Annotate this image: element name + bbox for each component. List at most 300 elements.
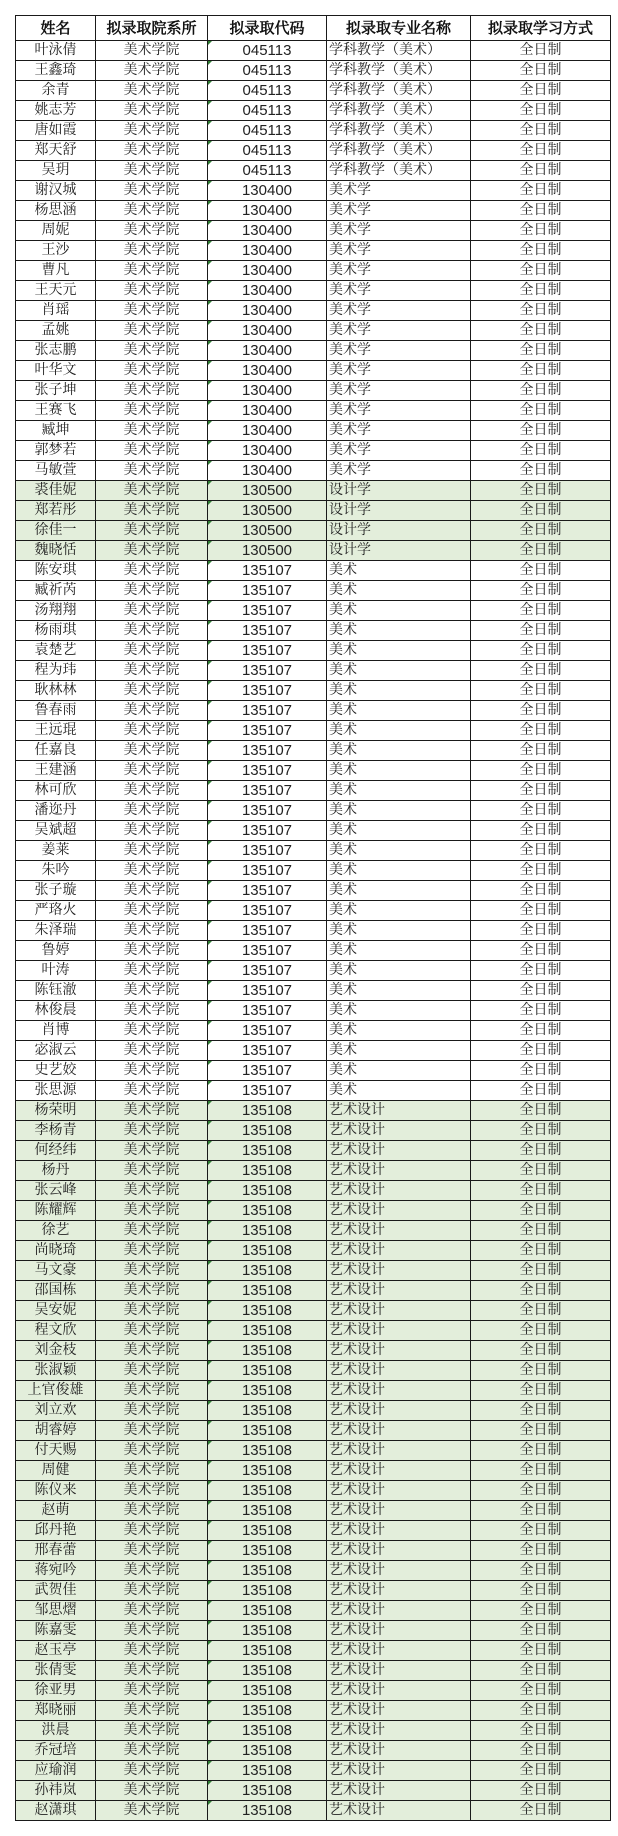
cell-study-mode[interactable]: 全日制: [471, 881, 611, 901]
cell-study-mode[interactable]: 全日制: [471, 1461, 611, 1481]
cell-study-mode[interactable]: 全日制: [471, 401, 611, 421]
cell-department[interactable]: 美术学院: [96, 1321, 208, 1341]
cell-name[interactable]: 宓淑云: [16, 1041, 96, 1061]
cell-code[interactable]: 135108: [208, 1521, 327, 1541]
cell-major[interactable]: 艺术设计: [327, 1221, 471, 1241]
cell-major[interactable]: 艺术设计: [327, 1141, 471, 1161]
cell-code[interactable]: 135108: [208, 1701, 327, 1721]
cell-major[interactable]: 美术: [327, 821, 471, 841]
cell-department[interactable]: 美术学院: [96, 1061, 208, 1081]
cell-study-mode[interactable]: 全日制: [471, 641, 611, 661]
cell-code[interactable]: 135108: [208, 1641, 327, 1661]
cell-major[interactable]: 设计学: [327, 501, 471, 521]
cell-study-mode[interactable]: 全日制: [471, 1521, 611, 1541]
cell-name[interactable]: 邵国栋: [16, 1281, 96, 1301]
cell-name[interactable]: 裘佳妮: [16, 481, 96, 501]
cell-name[interactable]: 潘迩丹: [16, 801, 96, 821]
cell-code[interactable]: 135107: [208, 1061, 327, 1081]
cell-study-mode[interactable]: 全日制: [471, 1321, 611, 1341]
cell-code[interactable]: 135108: [208, 1461, 327, 1481]
cell-study-mode[interactable]: 全日制: [471, 1701, 611, 1721]
cell-code[interactable]: 135108: [208, 1601, 327, 1621]
cell-department[interactable]: 美术学院: [96, 1621, 208, 1641]
cell-name[interactable]: 马敏萱: [16, 461, 96, 481]
cell-major[interactable]: 艺术设计: [327, 1641, 471, 1661]
cell-study-mode[interactable]: 全日制: [471, 761, 611, 781]
cell-major[interactable]: 美术学: [327, 441, 471, 461]
cell-major[interactable]: 艺术设计: [327, 1481, 471, 1501]
cell-major[interactable]: 艺术设计: [327, 1781, 471, 1801]
cell-code[interactable]: 130400: [208, 281, 327, 301]
cell-name[interactable]: 周健: [16, 1461, 96, 1481]
cell-major[interactable]: 设计学: [327, 541, 471, 561]
header-name[interactable]: 姓名: [16, 16, 96, 41]
cell-code[interactable]: 130400: [208, 401, 327, 421]
cell-study-mode[interactable]: 全日制: [471, 341, 611, 361]
cell-department[interactable]: 美术学院: [96, 841, 208, 861]
cell-study-mode[interactable]: 全日制: [471, 301, 611, 321]
cell-code[interactable]: 135108: [208, 1401, 327, 1421]
cell-name[interactable]: 唐如霞: [16, 121, 96, 141]
cell-department[interactable]: 美术学院: [96, 861, 208, 881]
cell-study-mode[interactable]: 全日制: [471, 121, 611, 141]
cell-name[interactable]: 王建涵: [16, 761, 96, 781]
cell-study-mode[interactable]: 全日制: [471, 1221, 611, 1241]
cell-study-mode[interactable]: 全日制: [471, 221, 611, 241]
cell-code[interactable]: 130400: [208, 241, 327, 261]
cell-study-mode[interactable]: 全日制: [471, 1681, 611, 1701]
cell-major[interactable]: 艺术设计: [327, 1161, 471, 1181]
cell-department[interactable]: 美术学院: [96, 1341, 208, 1361]
cell-major[interactable]: 艺术设计: [327, 1121, 471, 1141]
cell-code[interactable]: 135108: [208, 1321, 327, 1341]
cell-name[interactable]: 谢汉城: [16, 181, 96, 201]
cell-department[interactable]: 美术学院: [96, 161, 208, 181]
cell-study-mode[interactable]: 全日制: [471, 921, 611, 941]
cell-major[interactable]: 美术: [327, 721, 471, 741]
cell-major[interactable]: 艺术设计: [327, 1741, 471, 1761]
cell-department[interactable]: 美术学院: [96, 761, 208, 781]
cell-major[interactable]: 艺术设计: [327, 1521, 471, 1541]
cell-study-mode[interactable]: 全日制: [471, 1541, 611, 1561]
cell-code[interactable]: 135108: [208, 1421, 327, 1441]
cell-code[interactable]: 130400: [208, 421, 327, 441]
cell-study-mode[interactable]: 全日制: [471, 241, 611, 261]
cell-department[interactable]: 美术学院: [96, 901, 208, 921]
cell-code[interactable]: 045113: [208, 61, 327, 81]
cell-name[interactable]: 叶华文: [16, 361, 96, 381]
cell-study-mode[interactable]: 全日制: [471, 681, 611, 701]
cell-code[interactable]: 130500: [208, 481, 327, 501]
cell-department[interactable]: 美术学院: [96, 741, 208, 761]
cell-major[interactable]: 美术: [327, 941, 471, 961]
cell-code[interactable]: 135107: [208, 801, 327, 821]
cell-code[interactable]: 135108: [208, 1781, 327, 1801]
cell-study-mode[interactable]: 全日制: [471, 1081, 611, 1101]
cell-study-mode[interactable]: 全日制: [471, 581, 611, 601]
cell-department[interactable]: 美术学院: [96, 661, 208, 681]
cell-department[interactable]: 美术学院: [96, 941, 208, 961]
cell-department[interactable]: 美术学院: [96, 541, 208, 561]
cell-major[interactable]: 学科教学（美术）: [327, 61, 471, 81]
cell-study-mode[interactable]: 全日制: [471, 1261, 611, 1281]
cell-name[interactable]: 郑晓丽: [16, 1701, 96, 1721]
cell-major[interactable]: 艺术设计: [327, 1361, 471, 1381]
cell-major[interactable]: 学科教学（美术）: [327, 81, 471, 101]
cell-study-mode[interactable]: 全日制: [471, 601, 611, 621]
cell-major[interactable]: 美术学: [327, 301, 471, 321]
cell-major[interactable]: 艺术设计: [327, 1621, 471, 1641]
cell-department[interactable]: 美术学院: [96, 1741, 208, 1761]
header-study-mode[interactable]: 拟录取学习方式: [471, 16, 611, 41]
cell-department[interactable]: 美术学院: [96, 921, 208, 941]
cell-major[interactable]: 艺术设计: [327, 1561, 471, 1581]
cell-study-mode[interactable]: 全日制: [471, 1201, 611, 1221]
cell-study-mode[interactable]: 全日制: [471, 1421, 611, 1441]
cell-name[interactable]: 张子坤: [16, 381, 96, 401]
cell-major[interactable]: 美术: [327, 761, 471, 781]
cell-name[interactable]: 杨雨琪: [16, 621, 96, 641]
cell-study-mode[interactable]: 全日制: [471, 381, 611, 401]
cell-study-mode[interactable]: 全日制: [471, 721, 611, 741]
cell-department[interactable]: 美术学院: [96, 1481, 208, 1501]
cell-name[interactable]: 王赛飞: [16, 401, 96, 421]
cell-major[interactable]: 艺术设计: [327, 1181, 471, 1201]
cell-code[interactable]: 135108: [208, 1761, 327, 1781]
cell-major[interactable]: 美术: [327, 641, 471, 661]
cell-name[interactable]: 杨荣明: [16, 1101, 96, 1121]
cell-major[interactable]: 美术学: [327, 401, 471, 421]
cell-code[interactable]: 130400: [208, 461, 327, 481]
cell-code[interactable]: 045113: [208, 81, 327, 101]
cell-name[interactable]: 武贺佳: [16, 1581, 96, 1601]
cell-department[interactable]: 美术学院: [96, 461, 208, 481]
cell-name[interactable]: 朱吟: [16, 861, 96, 881]
cell-code[interactable]: 135107: [208, 741, 327, 761]
cell-code[interactable]: 135108: [208, 1801, 327, 1821]
cell-study-mode[interactable]: 全日制: [471, 901, 611, 921]
cell-name[interactable]: 吴安妮: [16, 1301, 96, 1321]
cell-study-mode[interactable]: 全日制: [471, 1501, 611, 1521]
cell-department[interactable]: 美术学院: [96, 781, 208, 801]
cell-name[interactable]: 尚晓琦: [16, 1241, 96, 1261]
cell-department[interactable]: 美术学院: [96, 1161, 208, 1181]
cell-study-mode[interactable]: 全日制: [471, 1141, 611, 1161]
cell-name[interactable]: 应瑜润: [16, 1761, 96, 1781]
cell-study-mode[interactable]: 全日制: [471, 1341, 611, 1361]
cell-code[interactable]: 135107: [208, 661, 327, 681]
cell-name[interactable]: 陈仪来: [16, 1481, 96, 1501]
cell-name[interactable]: 李杨青: [16, 1121, 96, 1141]
cell-study-mode[interactable]: 全日制: [471, 1601, 611, 1621]
cell-study-mode[interactable]: 全日制: [471, 941, 611, 961]
cell-name[interactable]: 胡睿婷: [16, 1421, 96, 1441]
cell-name[interactable]: 邢春蕾: [16, 1541, 96, 1561]
cell-study-mode[interactable]: 全日制: [471, 661, 611, 681]
cell-code[interactable]: 135108: [208, 1201, 327, 1221]
cell-study-mode[interactable]: 全日制: [471, 1281, 611, 1301]
cell-study-mode[interactable]: 全日制: [471, 1401, 611, 1421]
cell-department[interactable]: 美术学院: [96, 181, 208, 201]
cell-code[interactable]: 130400: [208, 201, 327, 221]
cell-code[interactable]: 130400: [208, 381, 327, 401]
cell-department[interactable]: 美术学院: [96, 1541, 208, 1561]
cell-code[interactable]: 135108: [208, 1661, 327, 1681]
cell-code[interactable]: 135108: [208, 1681, 327, 1701]
cell-study-mode[interactable]: 全日制: [471, 1661, 611, 1681]
cell-name[interactable]: 吴玥: [16, 161, 96, 181]
cell-code[interactable]: 135108: [208, 1301, 327, 1321]
cell-code[interactable]: 045113: [208, 101, 327, 121]
cell-department[interactable]: 美术学院: [96, 201, 208, 221]
cell-department[interactable]: 美术学院: [96, 1281, 208, 1301]
cell-name[interactable]: 林可欣: [16, 781, 96, 801]
cell-name[interactable]: 姜莱: [16, 841, 96, 861]
cell-major[interactable]: 美术: [327, 561, 471, 581]
cell-name[interactable]: 张志鹏: [16, 341, 96, 361]
cell-code[interactable]: 135108: [208, 1101, 327, 1121]
cell-study-mode[interactable]: 全日制: [471, 1741, 611, 1761]
cell-code[interactable]: 135108: [208, 1721, 327, 1741]
cell-study-mode[interactable]: 全日制: [471, 41, 611, 61]
cell-name[interactable]: 肖博: [16, 1021, 96, 1041]
cell-major[interactable]: 艺术设计: [327, 1201, 471, 1221]
cell-name[interactable]: 乔冠培: [16, 1741, 96, 1761]
cell-study-mode[interactable]: 全日制: [471, 501, 611, 521]
cell-major[interactable]: 美术学: [327, 421, 471, 441]
cell-major[interactable]: 美术: [327, 961, 471, 981]
cell-major[interactable]: 艺术设计: [327, 1301, 471, 1321]
cell-name[interactable]: 刘金枝: [16, 1341, 96, 1361]
cell-study-mode[interactable]: 全日制: [471, 1761, 611, 1781]
cell-name[interactable]: 陈耀辉: [16, 1201, 96, 1221]
cell-study-mode[interactable]: 全日制: [471, 141, 611, 161]
cell-name[interactable]: 郭梦若: [16, 441, 96, 461]
cell-major[interactable]: 美术: [327, 1061, 471, 1081]
cell-name[interactable]: 刘立欢: [16, 1401, 96, 1421]
cell-major[interactable]: 美术学: [327, 221, 471, 241]
cell-name[interactable]: 严珞火: [16, 901, 96, 921]
cell-department[interactable]: 美术学院: [96, 321, 208, 341]
cell-name[interactable]: 袁楚艺: [16, 641, 96, 661]
cell-major[interactable]: 美术: [327, 981, 471, 1001]
cell-department[interactable]: 美术学院: [96, 1561, 208, 1581]
cell-code[interactable]: 135107: [208, 1001, 327, 1021]
cell-study-mode[interactable]: 全日制: [471, 1241, 611, 1261]
cell-major[interactable]: 美术: [327, 661, 471, 681]
cell-department[interactable]: 美术学院: [96, 1041, 208, 1061]
cell-code[interactable]: 135107: [208, 721, 327, 741]
cell-major[interactable]: 美术: [327, 801, 471, 821]
cell-department[interactable]: 美术学院: [96, 1361, 208, 1381]
cell-code[interactable]: 135107: [208, 881, 327, 901]
cell-code[interactable]: 135107: [208, 961, 327, 981]
cell-study-mode[interactable]: 全日制: [471, 1021, 611, 1041]
cell-department[interactable]: 美术学院: [96, 241, 208, 261]
cell-code[interactable]: 135108: [208, 1501, 327, 1521]
cell-name[interactable]: 王沙: [16, 241, 96, 261]
cell-department[interactable]: 美术学院: [96, 261, 208, 281]
cell-major[interactable]: 艺术设计: [327, 1581, 471, 1601]
cell-department[interactable]: 美术学院: [96, 621, 208, 641]
cell-study-mode[interactable]: 全日制: [471, 1301, 611, 1321]
cell-major[interactable]: 美术: [327, 621, 471, 641]
cell-study-mode[interactable]: 全日制: [471, 841, 611, 861]
cell-name[interactable]: 洪晨: [16, 1721, 96, 1741]
cell-study-mode[interactable]: 全日制: [471, 1481, 611, 1501]
cell-name[interactable]: 张思源: [16, 1081, 96, 1101]
cell-department[interactable]: 美术学院: [96, 1021, 208, 1041]
cell-major[interactable]: 美术学: [327, 461, 471, 481]
cell-department[interactable]: 美术学院: [96, 581, 208, 601]
cell-name[interactable]: 王远琨: [16, 721, 96, 741]
cell-study-mode[interactable]: 全日制: [471, 481, 611, 501]
cell-major[interactable]: 美术学: [327, 361, 471, 381]
cell-department[interactable]: 美术学院: [96, 501, 208, 521]
cell-study-mode[interactable]: 全日制: [471, 541, 611, 561]
cell-major[interactable]: 学科教学（美术）: [327, 41, 471, 61]
cell-study-mode[interactable]: 全日制: [471, 981, 611, 1001]
cell-major[interactable]: 美术学: [327, 281, 471, 301]
cell-department[interactable]: 美术学院: [96, 1141, 208, 1161]
cell-code[interactable]: 135108: [208, 1341, 327, 1361]
cell-study-mode[interactable]: 全日制: [471, 81, 611, 101]
cell-name[interactable]: 任嘉良: [16, 741, 96, 761]
cell-code[interactable]: 135107: [208, 941, 327, 961]
cell-major[interactable]: 美术: [327, 861, 471, 881]
cell-code[interactable]: 130500: [208, 541, 327, 561]
cell-code[interactable]: 135107: [208, 861, 327, 881]
cell-major[interactable]: 艺术设计: [327, 1801, 471, 1821]
cell-major[interactable]: 艺术设计: [327, 1681, 471, 1701]
cell-department[interactable]: 美术学院: [96, 1121, 208, 1141]
cell-major[interactable]: 艺术设计: [327, 1101, 471, 1121]
cell-major[interactable]: 美术学: [327, 181, 471, 201]
cell-name[interactable]: 徐艺: [16, 1221, 96, 1241]
cell-name[interactable]: 邹思熠: [16, 1601, 96, 1621]
cell-major[interactable]: 设计学: [327, 481, 471, 501]
cell-department[interactable]: 美术学院: [96, 421, 208, 441]
cell-department[interactable]: 美术学院: [96, 1421, 208, 1441]
cell-code[interactable]: 135107: [208, 821, 327, 841]
cell-department[interactable]: 美术学院: [96, 1761, 208, 1781]
cell-department[interactable]: 美术学院: [96, 821, 208, 841]
header-code[interactable]: 拟录取代码: [208, 16, 327, 41]
cell-major[interactable]: 艺术设计: [327, 1401, 471, 1421]
cell-major[interactable]: 艺术设计: [327, 1241, 471, 1261]
cell-code[interactable]: 130400: [208, 321, 327, 341]
cell-department[interactable]: 美术学院: [96, 61, 208, 81]
cell-department[interactable]: 美术学院: [96, 681, 208, 701]
cell-department[interactable]: 美术学院: [96, 721, 208, 741]
cell-name[interactable]: 吴斌超: [16, 821, 96, 841]
cell-study-mode[interactable]: 全日制: [471, 421, 611, 441]
cell-major[interactable]: 学科教学（美术）: [327, 121, 471, 141]
cell-department[interactable]: 美术学院: [96, 1521, 208, 1541]
cell-name[interactable]: 朱泽瑞: [16, 921, 96, 941]
cell-name[interactable]: 蒋宛吟: [16, 1561, 96, 1581]
cell-study-mode[interactable]: 全日制: [471, 741, 611, 761]
cell-department[interactable]: 美术学院: [96, 1781, 208, 1801]
cell-name[interactable]: 张云峰: [16, 1181, 96, 1201]
cell-department[interactable]: 美术学院: [96, 1381, 208, 1401]
cell-major[interactable]: 艺术设计: [327, 1661, 471, 1681]
cell-major[interactable]: 美术: [327, 581, 471, 601]
cell-code[interactable]: 135108: [208, 1161, 327, 1181]
cell-study-mode[interactable]: 全日制: [471, 1781, 611, 1801]
cell-department[interactable]: 美术学院: [96, 561, 208, 581]
cell-major[interactable]: 美术学: [327, 341, 471, 361]
cell-major[interactable]: 美术: [327, 601, 471, 621]
cell-code[interactable]: 135107: [208, 621, 327, 641]
cell-name[interactable]: 郑天舒: [16, 141, 96, 161]
cell-name[interactable]: 赵萌: [16, 1501, 96, 1521]
cell-department[interactable]: 美术学院: [96, 1501, 208, 1521]
cell-code[interactable]: 135107: [208, 981, 327, 1001]
cell-department[interactable]: 美术学院: [96, 1721, 208, 1741]
cell-major[interactable]: 艺术设计: [327, 1381, 471, 1401]
cell-study-mode[interactable]: 全日制: [471, 1041, 611, 1061]
cell-name[interactable]: 赵玉亭: [16, 1641, 96, 1661]
cell-major[interactable]: 美术: [327, 1041, 471, 1061]
cell-department[interactable]: 美术学院: [96, 1101, 208, 1121]
cell-code[interactable]: 135107: [208, 1021, 327, 1041]
cell-department[interactable]: 美术学院: [96, 1801, 208, 1821]
cell-study-mode[interactable]: 全日制: [471, 821, 611, 841]
cell-department[interactable]: 美术学院: [96, 141, 208, 161]
cell-study-mode[interactable]: 全日制: [471, 781, 611, 801]
cell-study-mode[interactable]: 全日制: [471, 261, 611, 281]
cell-major[interactable]: 艺术设计: [327, 1601, 471, 1621]
cell-department[interactable]: 美术学院: [96, 401, 208, 421]
cell-department[interactable]: 美术学院: [96, 301, 208, 321]
cell-code[interactable]: 130400: [208, 301, 327, 321]
cell-department[interactable]: 美术学院: [96, 41, 208, 61]
cell-department[interactable]: 美术学院: [96, 1081, 208, 1101]
cell-code[interactable]: 135108: [208, 1741, 327, 1761]
cell-code[interactable]: 135107: [208, 781, 327, 801]
cell-study-mode[interactable]: 全日制: [471, 1161, 611, 1181]
cell-code[interactable]: 135108: [208, 1261, 327, 1281]
cell-name[interactable]: 周妮: [16, 221, 96, 241]
cell-major[interactable]: 美术: [327, 1021, 471, 1041]
cell-name[interactable]: 陈安琪: [16, 561, 96, 581]
cell-name[interactable]: 张淑颖: [16, 1361, 96, 1381]
cell-name[interactable]: 鲁婷: [16, 941, 96, 961]
cell-major[interactable]: 学科教学（美术）: [327, 101, 471, 121]
cell-study-mode[interactable]: 全日制: [471, 361, 611, 381]
cell-department[interactable]: 美术学院: [96, 1681, 208, 1701]
cell-department[interactable]: 美术学院: [96, 881, 208, 901]
cell-department[interactable]: 美术学院: [96, 1441, 208, 1461]
cell-major[interactable]: 艺术设计: [327, 1281, 471, 1301]
cell-name[interactable]: 耿林林: [16, 681, 96, 701]
cell-department[interactable]: 美术学院: [96, 1261, 208, 1281]
cell-name[interactable]: 臧坤: [16, 421, 96, 441]
cell-study-mode[interactable]: 全日制: [471, 1801, 611, 1821]
cell-name[interactable]: 鲁春雨: [16, 701, 96, 721]
cell-study-mode[interactable]: 全日制: [471, 1361, 611, 1381]
cell-code[interactable]: 135107: [208, 841, 327, 861]
cell-name[interactable]: 赵潇琪: [16, 1801, 96, 1821]
cell-department[interactable]: 美术学院: [96, 601, 208, 621]
cell-code[interactable]: 135107: [208, 921, 327, 941]
cell-name[interactable]: 孟姚: [16, 321, 96, 341]
cell-department[interactable]: 美术学院: [96, 1601, 208, 1621]
cell-major[interactable]: 设计学: [327, 521, 471, 541]
cell-department[interactable]: 美术学院: [96, 1701, 208, 1721]
cell-name[interactable]: 魏晓恬: [16, 541, 96, 561]
